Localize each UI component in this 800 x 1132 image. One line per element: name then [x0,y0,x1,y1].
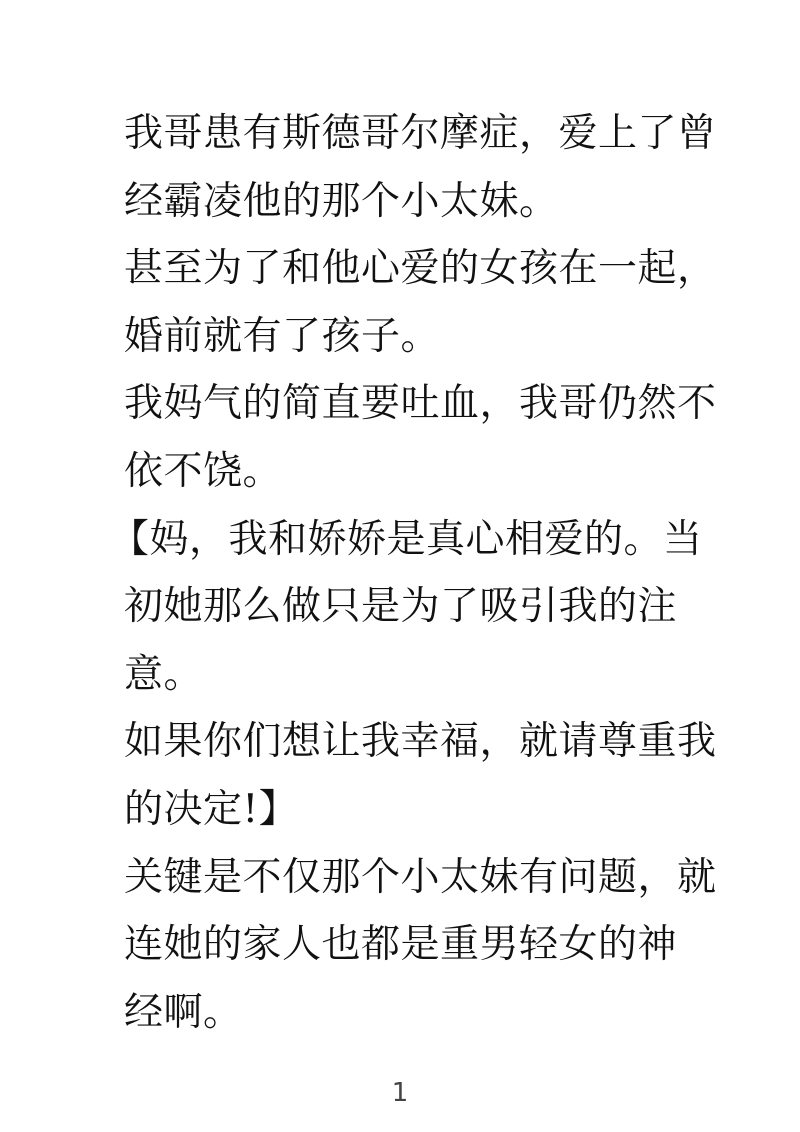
text-line: 经霸凌他的那个小太妹。 [124,178,559,224]
text-line: 我哥患有斯德哥尔摩症，爱上了曾 [124,111,717,156]
text-line: 关键是不仅那个小太妹有问题，就 [124,854,717,900]
text-line: 依不饶。 [124,448,283,494]
text-line: 【妈，我和娇娇是真心相爱的。当 [110,516,703,562]
text-line: 婚前就有了孩子。 [124,313,441,359]
text-line: 如果你们想让我幸福，就请尊重我 [124,719,717,765]
text-line: 甚至为了和他心爱的女孩在一起， [124,246,717,292]
document-body [110,100,717,1046]
text-line: 连她的家人也都是重男轻女的神 [124,922,678,968]
text-line: 我妈气的简直要吐血，我哥仍然不 [124,381,717,427]
text-line: 的决定!】 [124,786,299,832]
text-line: 初她那么做只是为了吸引我的注 [124,584,678,630]
text-line: 意。 [124,651,204,697]
page-number: 1 [391,1078,409,1108]
text-line: 经啊。 [124,989,243,1035]
